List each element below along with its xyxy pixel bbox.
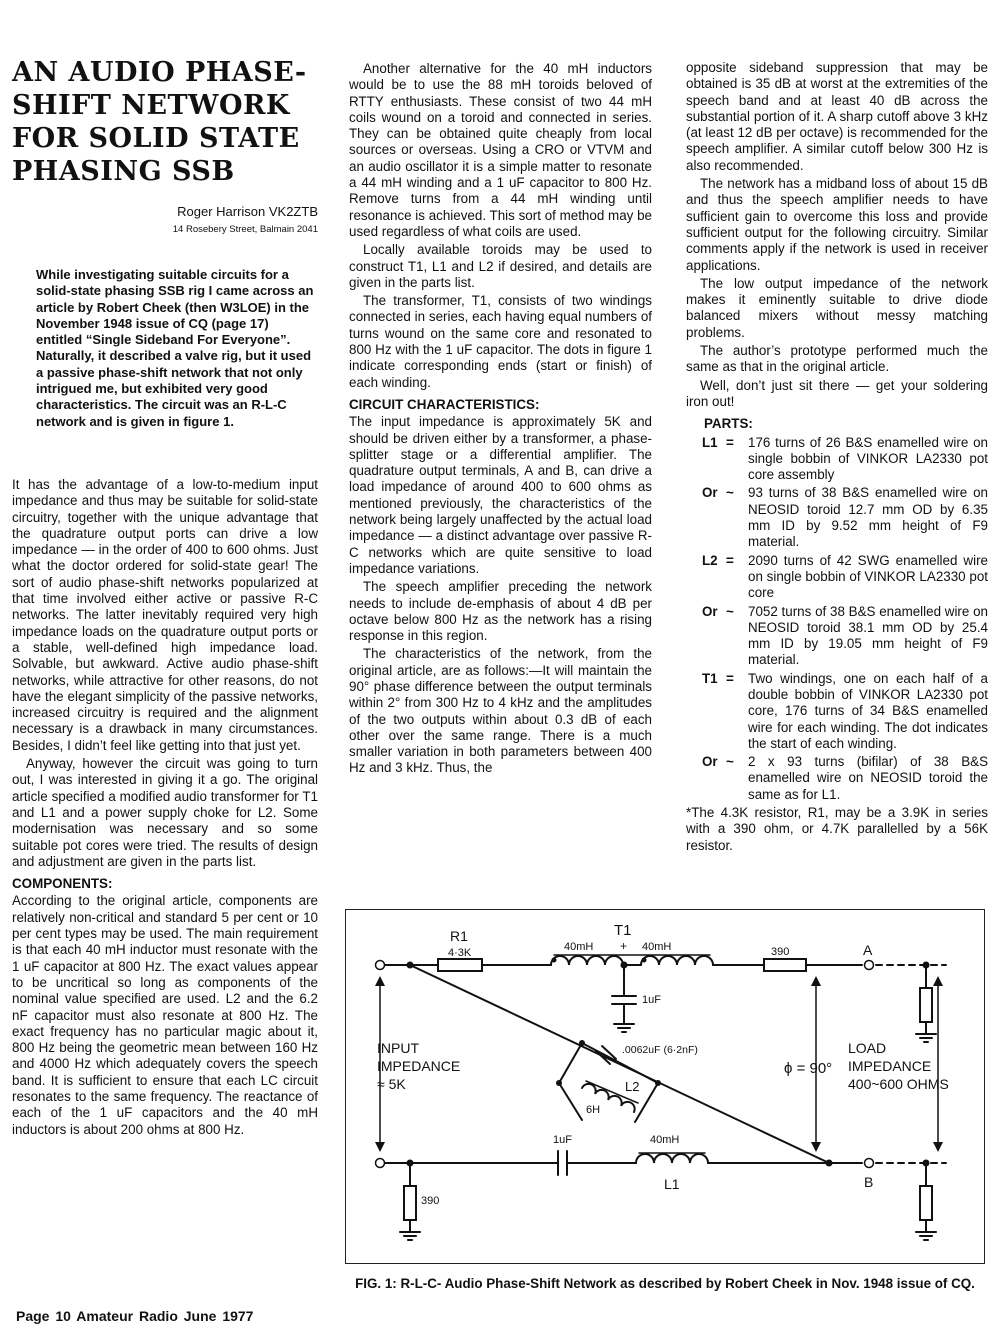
label-r390-top: 390 (771, 946, 790, 958)
label-load-2: IMPEDANCE (848, 1058, 932, 1074)
section-heading-circuit: CIRCUIT CHARACTERISTICS: (349, 396, 540, 412)
label-terminal-b: B (864, 1174, 874, 1190)
parts-item-text: 93 turns of 38 B&S enamelled wire on NEOSID toroid 12.7 mm OD by 6.35 mm ID by 9.52 mm height of F9 material. (748, 485, 988, 550)
junction-dot (556, 1080, 562, 1086)
arrowhead (933, 976, 943, 986)
parts-item (686, 553, 988, 602)
parts-item-label: L2 (702, 552, 718, 568)
wire-lc-left (559, 1083, 582, 1120)
intro-paragraph: While investigating suitable circuits for a solid-state phasing SSB rig I came across an article by Robert Cheek (then W3LOE) in the November 1948 issue of CQ (page 17) entitled “Single Sideband For Everyone”. Naturally, it described a valve rig, but it used a passive phase-shift network that not only intrigued me, but exhibited very good characteristics. The circuit was an R-L-C network and is given in figure 1. (36, 267, 314, 429)
label-cap-1uf-top: 1uF (642, 994, 661, 1006)
inductor-t1-left (551, 956, 623, 965)
column-1 (12, 477, 318, 1138)
parts-item-label: T1 (702, 670, 718, 686)
label-cap-small: .0062uF (6·2nF) (622, 1044, 698, 1056)
terminal-b (865, 1159, 874, 1168)
body-paragraph: According to the original article, components are relatively non-critical and standard 5 per cent or 10 per cent types may be used. The main requirement is that each 40 mH inductor must resonate with the 1 uF capacitor at 800 Hz. The exact values appear to be uncritical so long as components of the nominal value specified are used. L2 and the 6.2 nF capacitor must also resonate at 800 Hz. The exact frequency has no particular magic about it, 800 Hz being the geometric mean between 160 Hz and 4000 Hz which adequately covers the speech band. It is sufficient to ensure that each LC circuit resonates to the same frequency. The reactance of each of the 1 uF capacitors and the 40 mH inductors is about 200 ohms at 800 Hz. (12, 893, 318, 1137)
label-t1-right: 40mH (642, 941, 672, 953)
body-paragraph: It has the advantage of a low-to-medium input impedance and thus may be suitable for solid-state circuitry, together with the unique advantage that the quadrature output ports can drive a low impedance — in the order of 400 to 600 ohms. Just what the doctor ordered for solid-state gear! The sort of audio phase-shift networks popularized at that time involved either active or passive R-C networks. The latter inevitably required very high impedance loads on the quadrature output ports or a stable, well-defined high impedance load. Solvable, but awkward. Active audio phase-shift networks, while attractive for other reasons, do not have the elegant simplicity of the passive networks, increased circuitry is required and the alignment necessary is a drawback in many circumstances. Besides, I didn’t feel like getting into that just yet. (12, 477, 318, 753)
body-paragraph: Well, don’t just sit there — get your soldering iron out! (686, 377, 988, 409)
author-address: 14 Rosebery Street, Balmain 2041 (172, 224, 318, 235)
parts-heading: PARTS: (704, 416, 753, 432)
resistor-load-a (920, 988, 932, 1022)
junction-dot (923, 962, 930, 969)
body-paragraph: The input impedance is approximately 5K and should be driven either by a transformer, a phase-splitter stage or a differential amplifier. The quadrature output terminals, A and B, can drive a load impedance of around 400 to 600 ohms as mentioned previously, the characteristics of the network being largely unaffected by the actual load impedance — a distinct advantage over passive R-C networks which are quite sensitive to load impedance variations. (349, 414, 652, 576)
parts-item-label: Or (702, 603, 718, 619)
terminal-a (865, 961, 874, 970)
page-footer: Page 10 Amateur Radio June 1977 (16, 1308, 254, 1324)
circuit-schematic (346, 910, 983, 1262)
body-paragraph: Locally available toroids may be used to construct T1, L1 and L2 if desired, and details are given in the parts list. (349, 242, 652, 290)
inductor-l1 (636, 1154, 708, 1163)
parts-item-symbol: = (726, 434, 734, 450)
body-paragraph: The transformer, T1, consists of two windings connected in series, each having equal numbers of turns wound on the same core and resonated to 800 Hz with the 1 uF capacitor. The dots in figure 1 indicate corresponding ends (start or finish) of each winding. (349, 293, 652, 390)
label-input-3: ≈ 5K (377, 1076, 406, 1092)
figure-caption: FIG. 1: R-L-C- Audio Phase-Shift Network as described by Robert Cheek in Nov. 1948 issue of CQ. (355, 1276, 975, 1291)
arrowhead (375, 976, 385, 986)
label-input-2: IMPEDANCE (377, 1058, 461, 1074)
parts-item (686, 435, 988, 484)
junction-dot (407, 962, 414, 969)
parts-item (686, 604, 988, 669)
label-terminal-a: A (863, 942, 873, 958)
junction-dot (655, 1080, 661, 1086)
label-l1: L1 (664, 1176, 680, 1192)
parts-item-label: Or (702, 485, 718, 501)
junction-dot (579, 1040, 585, 1046)
label-load-3: 400~600 OHMS (848, 1076, 949, 1092)
arrowhead (933, 1142, 943, 1152)
label-t1-left: 40mH (564, 941, 594, 953)
label-phase: ϕ = 90° (784, 1060, 833, 1077)
body-paragraph: The speech amplifier preceding the network needs to include de-emphasis of about 4 dB per octave below 800 Hz as the network has a rising response in this region. (349, 579, 652, 644)
body-paragraph: Anyway, however the circuit was going to turn out, I was interested in giving it a go. The original article specified a modified audio transformer for T1 and L1 and a power supply choke for L2. Some modernisation was necessary and so some suitable pot cores were tried. The results of design and adjustment are given in the parts list. (12, 756, 318, 869)
label-l2: L2 (625, 1079, 640, 1094)
wire-diagonal (410, 965, 829, 1163)
label-l1-value: 40mH (650, 1134, 680, 1146)
figure-1-circuit-diagram (345, 909, 985, 1264)
parts-item (686, 671, 988, 752)
wire-lc-left (559, 1043, 582, 1083)
label-r390-bottom: 390 (421, 1195, 440, 1207)
parts-item-text: 2 x 93 turns (bifilar) of 38 B&S enamelled wire on NEOSID toroid the same as for L1. (748, 754, 988, 802)
column-3 (686, 60, 988, 854)
parts-item-text: 176 turns of 26 B&S enamelled wire on single bobbin of VINKOR LA2330 pot core assembly (748, 434, 988, 483)
parts-item-text: 7052 turns of 38 B&S enamelled wire on NEOSID toroid 38.1 mm OD by 25.4 mm ID by 19.05 mm height of F9 material. (748, 603, 988, 668)
parts-note: *The 4.3K resistor, R1, may be a 3.9K in series with a 390 ohm, or 4.7K parallelled by a 56K resistor. (686, 805, 988, 853)
label-l2-value: 6H (586, 1104, 601, 1116)
body-paragraph: opposite sideband suppression that may be obtained is 35 dB at worst at the extremities of the speech band and at least 40 dB across the substantial portion of it. A sharp cutoff above 3 kHz (at least 12 dB per octave) is recommended for the speech amplifier. A similar cutoff below 300 Hz is also recommended. (686, 60, 988, 173)
label-t1: T1 (614, 922, 632, 939)
resistor-load-b (920, 1186, 932, 1220)
arrowhead (375, 1142, 385, 1152)
parts-item-text: Two windings, one on each half of a double bobbin of VINKOR LA2330 pot core, 176 turns of 34 B&S enamelled wire for each winding. The dot indicates the start of each winding. (748, 670, 988, 751)
resistor-r1 (438, 959, 482, 971)
junction-dot (826, 1160, 833, 1167)
arrowhead (811, 1142, 821, 1152)
column-2 (349, 61, 652, 777)
author-name: Roger Harrison VK2ZTB (177, 204, 318, 219)
resistor-390-top (764, 959, 806, 971)
parts-item-symbol: ~ (726, 754, 734, 770)
parts-item (686, 485, 988, 550)
article-title: AN AUDIO PHASE- SHIFT NETWORK FOR SOLID STATE PHASING SSB (12, 57, 307, 187)
parts-item-symbol: ~ (726, 485, 734, 501)
label-input-1: INPUT (377, 1040, 419, 1056)
parts-item-symbol: = (726, 670, 734, 686)
parts-item-symbol: ~ (726, 603, 734, 619)
parts-item-label: Or (702, 754, 718, 770)
parts-item-label: L1 (702, 434, 718, 450)
parts-item-symbol: = (726, 552, 734, 568)
junction-dot (407, 1160, 414, 1167)
label-r1: R1 (450, 928, 468, 944)
winding-dot (552, 958, 557, 963)
body-paragraph: The author’s prototype performed much the same as that in the original article. (686, 343, 988, 375)
junction-dot (923, 1160, 930, 1167)
terminal-input-top (376, 961, 385, 970)
label-cap-1uf-bottom: 1uF (553, 1134, 572, 1146)
parts-item (686, 754, 988, 803)
section-heading-components: COMPONENTS: (12, 876, 113, 892)
winding-dot (642, 958, 647, 963)
body-paragraph: The network has a midband loss of about 15 dB and thus the speech amplifier needs to have sufficient gain to overcome this loss and provide sufficient output for the following circuitry. Similar comments apply if the network is used in receiver applications. (686, 176, 988, 273)
label-load-1: LOAD (848, 1040, 887, 1056)
body-paragraph: The characteristics of the network, from the original article, are as follows:—It will maintain the 90° phase difference between the output terminals within 2° from 300 Hz to 4 kHz and the amplitudes of the two outputs within about 0.3 dB of each other over the same range. There is a much smaller variation in both parameters between 400 Hz and 3 kHz. Thus, the (349, 646, 652, 776)
terminal-input-bottom (376, 1159, 385, 1168)
parts-item-text: 2090 turns of 42 SWG enamelled wire on single bobbin of VINKOR LA2330 pot core (748, 552, 988, 601)
arrowhead (811, 976, 821, 986)
body-paragraph: The low output impedance of the network makes it eminently suitable to drive diode balanced mixers without messy matching problems. (686, 275, 988, 340)
label-t1-plus: + (620, 939, 628, 953)
resistor-390-bottom (404, 1186, 416, 1220)
label-r1-value: 4·3K (448, 947, 472, 959)
inductor-t1-right (641, 956, 713, 965)
junction-dot (621, 962, 628, 969)
body-paragraph: Another alternative for the 40 mH inductors would be to use the 88 mH toroids beloved of RTTY enthusiasts. These consist of two 44 mH coils wound on a toroid and connected in series. They can be obtained quite cheaply from local sources or overseas. Using a CRO or VTVM and an audio oscillator it is a simple matter to resonate a 44 mH winding and a 1 uF capacitor to 800 Hz. Remove turns from a 44 mH winding until resonance is achieved. This sort of method may be used regardless of what coils are used. (349, 61, 652, 239)
